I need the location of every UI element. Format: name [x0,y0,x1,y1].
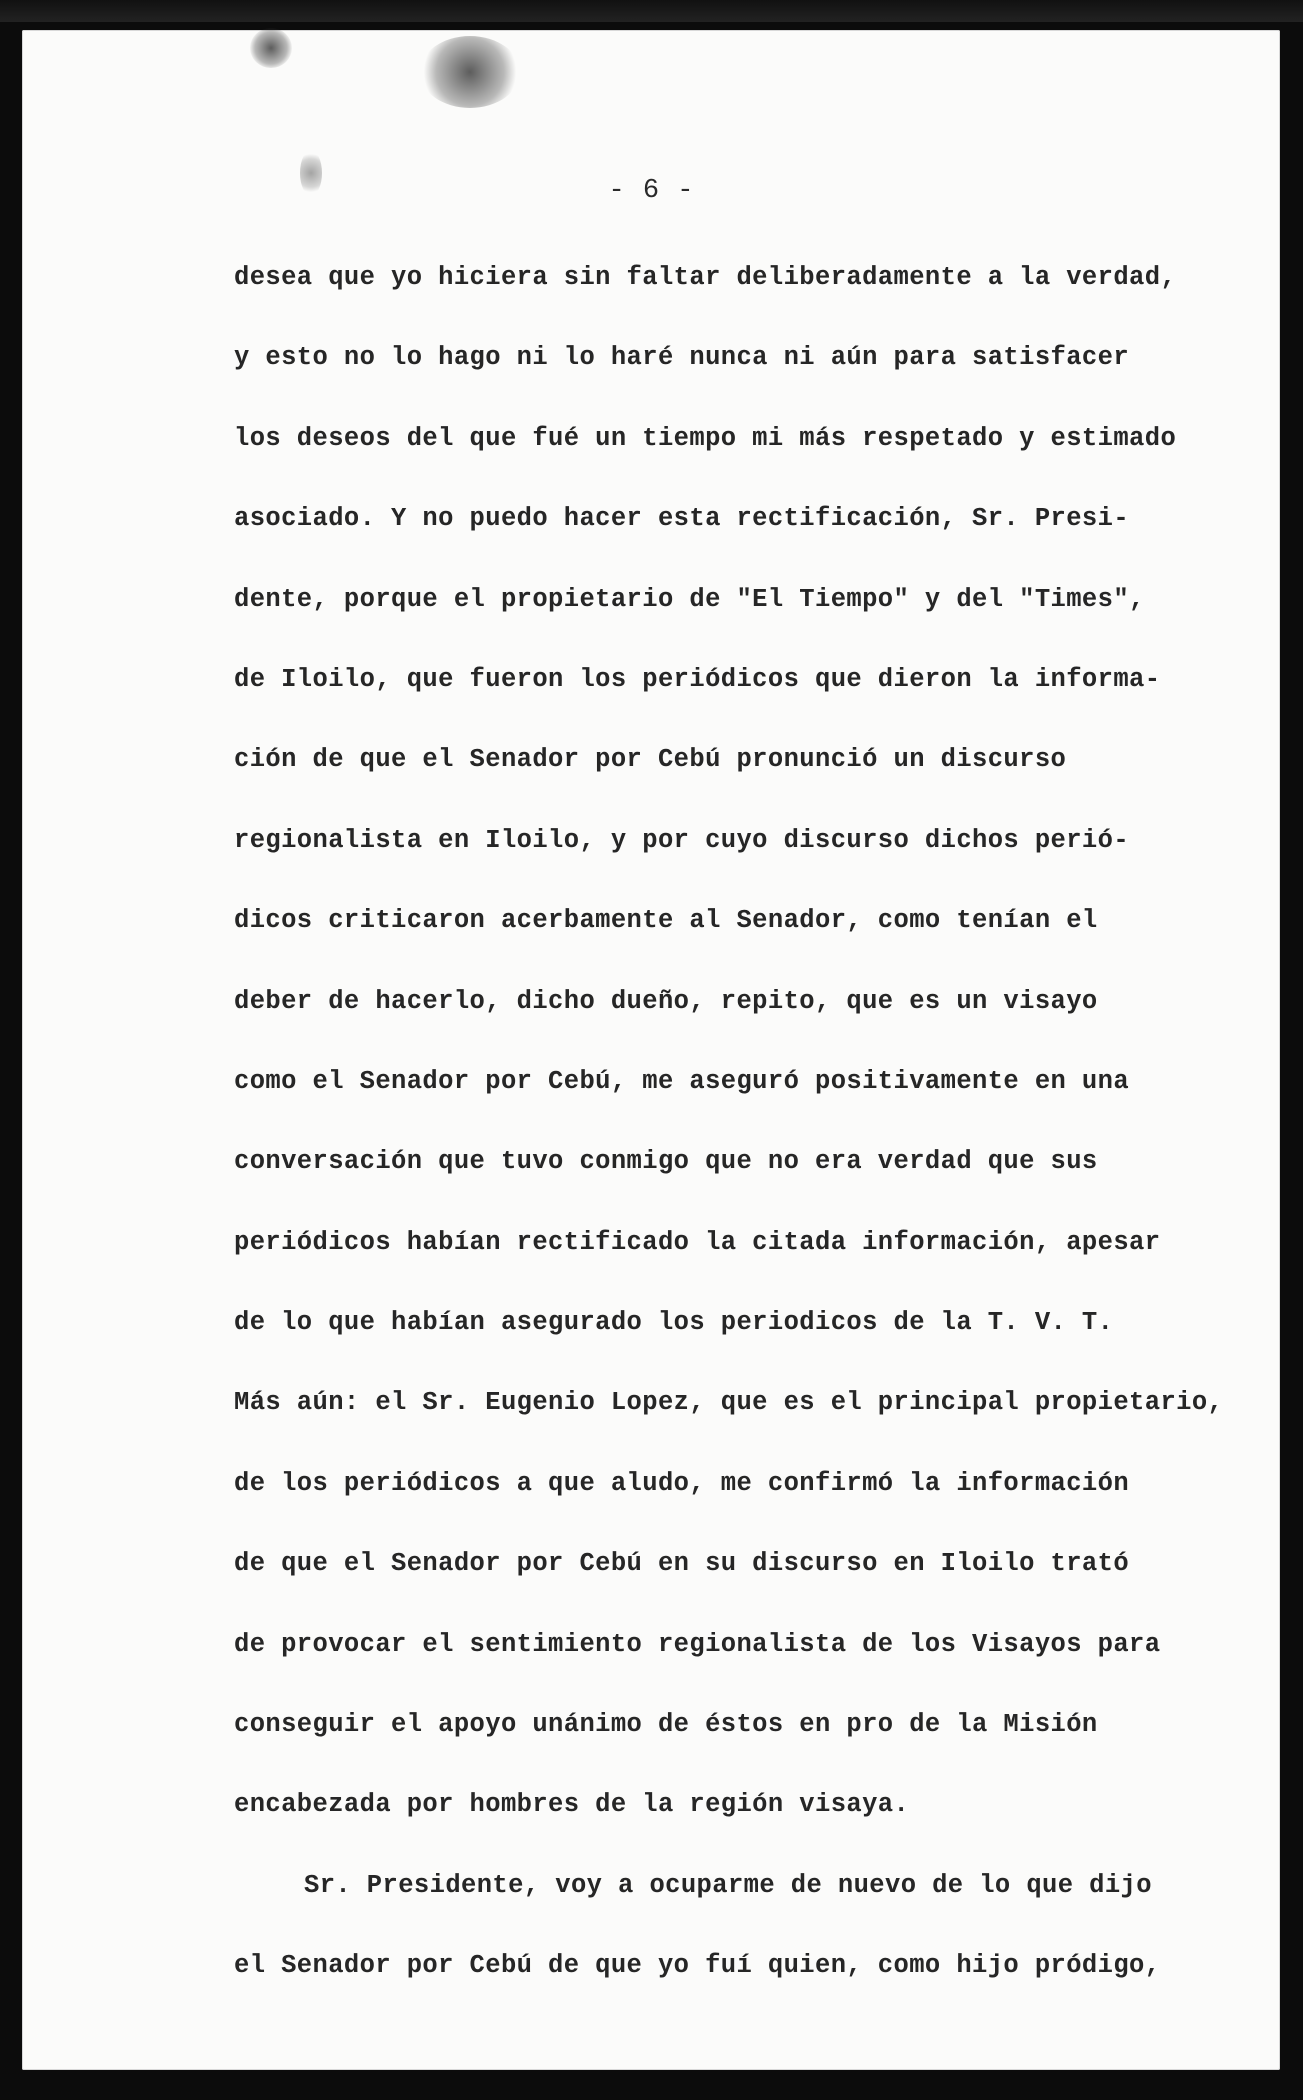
text-line: conversación que tuvo conmigo que no era verdad que sus [234,1147,1098,1177]
text-line: conseguir el apoyo unánimo de éstos en pro de la Misión [234,1710,1098,1740]
page-number: - 6 - [608,176,695,206]
text-line: los deseos del que fué un tiempo mi más respetado y estimado [234,423,1177,453]
text-line: dicos criticaron acerbamente al Senador, como tenían el [234,906,1098,936]
text-line: deber de hacerlo, dicho dueño, repito, que es un visayo [234,986,1098,1016]
text-line: el Senador por Cebú de que yo fuí quien, como hijo pródigo, [234,1951,1161,1981]
text-line: de provocar el sentimiento regionalista de los Visayos para [234,1629,1161,1659]
text-line: Sr. Presidente, voy a ocuparme de nuevo de lo que dijo [304,1870,1152,1900]
text-line: regionalista en Iloilo, y por cuyo discurso dichos perió- [234,825,1130,855]
text-line: de Iloilo, que fueron los periódicos que dieron la informa- [234,664,1161,694]
typewritten-body [234,258,1244,2027]
text-line: asociado. Y no puedo hacer esta rectificación, Sr. Presi- [234,504,1130,534]
scan-top-edge [0,0,1303,22]
text-line: ción de que el Senador por Cebú pronunció un discurso [234,745,1067,775]
text-line: y esto no lo hago ni lo haré nunca ni aún para satisfacer [234,343,1130,373]
text-line: de que el Senador por Cebú en su discurso en Iloilo trató [234,1549,1130,1579]
text-line: dente, porque el propietario de "El Tiempo" y del "Times", [234,584,1145,614]
text-line: de lo que habían asegurado los periodicos de la T. V. T. [234,1308,1114,1338]
text-line: de los periódicos a que aludo, me confirmó la información [234,1468,1130,1498]
text-line: Más aún: el Sr. Eugenio Lopez, que es el principal propietario, [234,1388,1224,1418]
text-line: desea que yo hiciera sin faltar deliberadamente a la verdad, [234,263,1177,292]
text-line: como el Senador por Cebú, me aseguró positivamente en una [234,1066,1130,1096]
text-line: periódicos habían rectificado la citada información, apesar [234,1227,1161,1257]
text-line: encabezada por hombres de la región visaya. [234,1790,910,1820]
